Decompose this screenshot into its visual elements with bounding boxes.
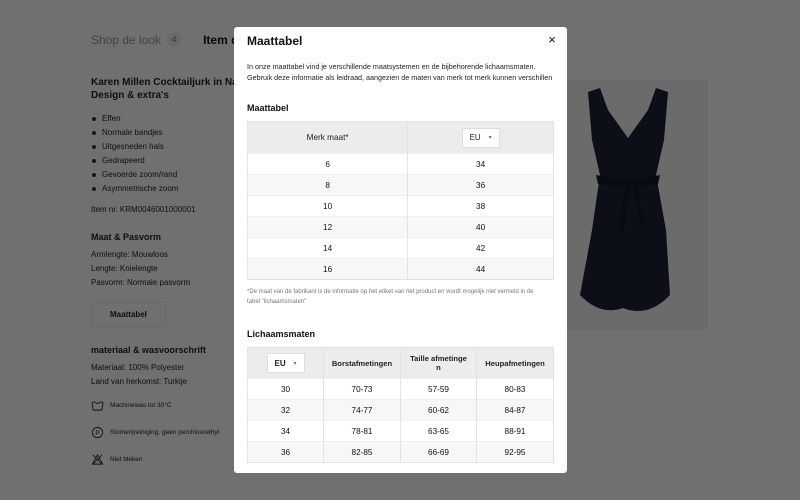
close-icon[interactable]: × [548, 32, 556, 47]
cell: 74-77 [324, 400, 401, 421]
cell: 40 [408, 217, 554, 238]
select-value: EU [469, 133, 481, 142]
size-footnote: *De maat van de fabrikant is de informatie op het etiket van het product en wordt mogelijk niet vermeld in de tabel "lichaamsmaten" [247, 289, 534, 305]
table-row [248, 196, 554, 217]
table-row [248, 217, 554, 238]
cell: 34 [408, 154, 554, 175]
system-select-cell [408, 122, 554, 154]
cell: 42 [408, 238, 554, 259]
cell: 30 [248, 379, 324, 400]
cell: 63-65 [401, 421, 477, 442]
size-table-heading: Maattabel [247, 103, 289, 113]
cell: 57-59 [401, 379, 477, 400]
select-value: EU [274, 358, 286, 368]
modal-header [234, 27, 567, 59]
cell: 38 [408, 196, 554, 217]
table-row [248, 400, 554, 421]
body-table-heading: Lichaamsmaten [247, 329, 316, 339]
cell: 6 [248, 154, 408, 175]
cell: 66-69 [401, 442, 477, 463]
table-header-row [248, 122, 554, 154]
table-header-row [248, 348, 554, 379]
cell: 14 [248, 238, 408, 259]
column-header: Borstafmetingen [324, 348, 401, 379]
body-system-select[interactable] [267, 353, 305, 373]
size-table [247, 121, 554, 280]
cell: 84-87 [477, 400, 554, 421]
cell: 82-85 [324, 442, 401, 463]
table-row [248, 154, 554, 175]
table-row [248, 421, 554, 442]
cell: 12 [248, 217, 408, 238]
cell: 10 [248, 196, 408, 217]
system-select-cell [248, 348, 324, 379]
cell: 44 [408, 259, 554, 280]
table-row [248, 379, 554, 400]
cell: 78-81 [324, 421, 401, 442]
cell: 32 [248, 400, 324, 421]
body-measurements-table [247, 347, 554, 463]
table-row [248, 238, 554, 259]
size-chart-modal [234, 27, 567, 473]
column-header: Heupafmetingen [477, 348, 554, 379]
intro-text: In onze maattabel vind je verschillende maatsystemen en de bijbehorende lichaamsmaten. Gebruik deze informatie als leidraad, aangezien de maten van merk tot merk kunnen verschillen [247, 62, 553, 82]
table-row [248, 175, 554, 196]
cell: 34 [248, 421, 324, 442]
chevron-down-icon: ▾ [488, 135, 492, 141]
cell: 36 [248, 442, 324, 463]
modal-title: Maattabel [247, 34, 303, 48]
cell: 88-91 [477, 421, 554, 442]
table-row [248, 442, 554, 463]
cell: 36 [408, 175, 554, 196]
cell: 92-95 [477, 442, 554, 463]
cell: 8 [248, 175, 408, 196]
table-row [248, 259, 554, 280]
cell: 16 [248, 259, 408, 280]
cell: 60-62 [401, 400, 477, 421]
cell: 80-83 [477, 379, 554, 400]
brand-size-header: Merk maat* [306, 133, 349, 142]
size-system-select[interactable] [462, 128, 500, 148]
chevron-down-icon: ▾ [293, 360, 297, 367]
cell: 70-73 [324, 379, 401, 400]
column-header: Taille afmetinge n [401, 348, 477, 379]
modal-body[interactable] [234, 59, 567, 473]
